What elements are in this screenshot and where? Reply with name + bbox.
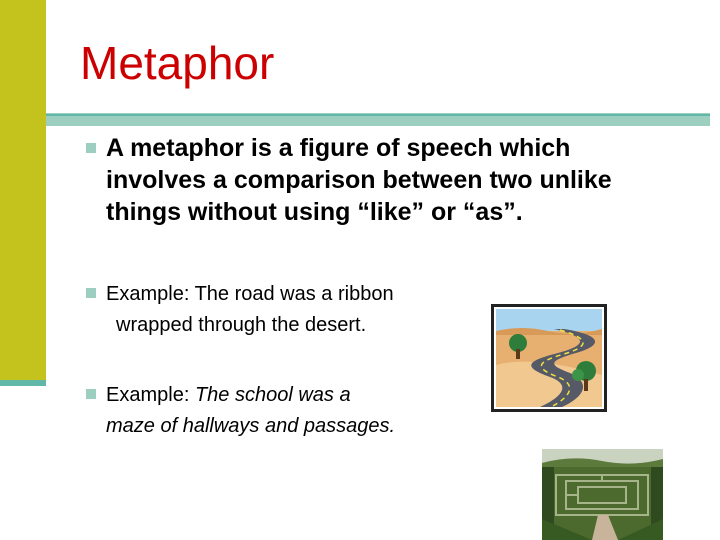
example-road-line1: Example: The road was a ribbon [106,283,394,305]
example-school-line2: maze of hallways and passages. [106,415,396,437]
bullet-marker [86,389,96,399]
bullet-marker [86,143,96,153]
example-school-text [106,380,506,442]
definition-text: A metaphor is a figure of speech which involves a comparison between two unlike things without using “like” or “as”. [106,134,612,226]
example-road-line2: wrapped through the desert. [116,314,367,336]
bullet-marker [86,288,96,298]
example-school-prefix: Example: [106,384,195,406]
hedge-maze-image [542,449,663,540]
title-divider-line [46,114,710,116]
example-school-line1: The school was a [194,384,351,406]
example-road-text [106,279,506,341]
left-accent-stripe [0,380,46,386]
winding-road-icon [491,304,607,412]
left-accent-bar [0,0,46,384]
slide-title: Metaphor [80,37,275,89]
